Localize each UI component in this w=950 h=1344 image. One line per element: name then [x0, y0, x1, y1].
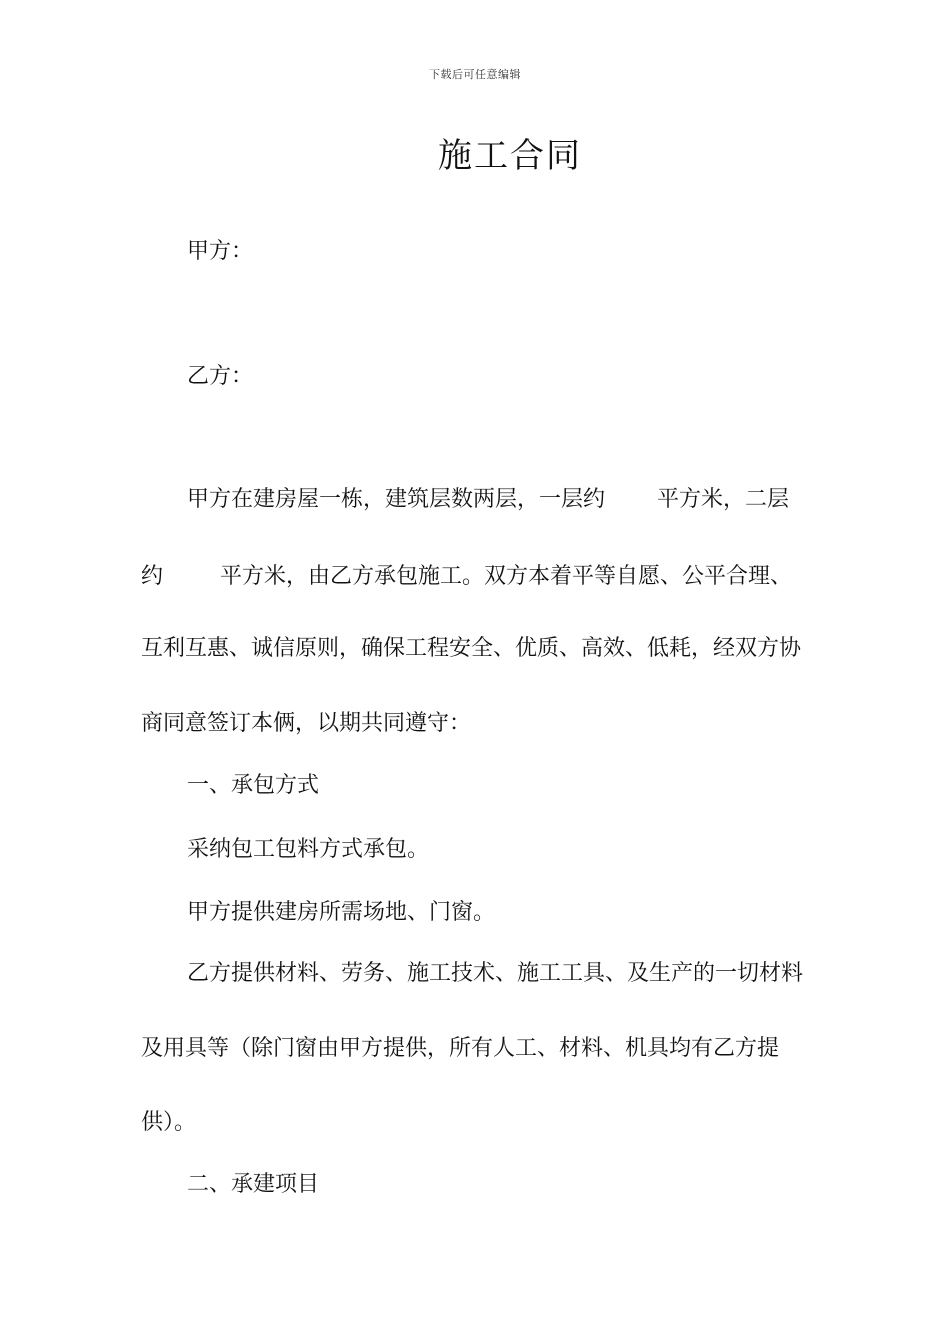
intro-line-1-part-1: 甲方在建房屋一栋，建筑层数两层，一层约: [187, 487, 606, 512]
intro-line-1: [187, 485, 789, 515]
intro-line-2-part-2: 平方米，由乙方承包施工。双方本着平等自愿、公平合理、: [220, 564, 793, 589]
intro-line-2-part-1: 约: [141, 564, 164, 589]
section-1-paragraph-2: 甲方提供建房所需场地、门窗。: [187, 900, 496, 925]
section-1-paragraph-3-line-3: 供）。: [141, 1110, 197, 1135]
section-1-paragraph-3-line-2: 及用具等（除门窗由甲方提供，所有人工、材料、机具均有乙方提: [141, 1036, 780, 1061]
section-1-paragraph-3-line-1: 乙方提供材料、劳务、施工技术、施工工具、及生产的一切材料: [187, 961, 804, 986]
section-1-paragraph-1: 采纳包工包料方式承包。: [187, 837, 430, 862]
header-note: 下载后可任意编辑: [429, 68, 521, 81]
intro-line-3: 互利互惠、诚信原则，确保工程安全、优质、高效、低耗，经双方协: [141, 636, 802, 661]
party-b-label: 乙方：: [187, 364, 254, 389]
document-title: 施工合同: [438, 136, 582, 176]
section-1-heading: 一、承包方式: [187, 773, 320, 798]
intro-line-4: 商同意签订本俩，以期共同遵守：: [141, 711, 472, 736]
section-2-heading: 二、承建项目: [187, 1172, 320, 1197]
intro-line-2: [141, 562, 792, 592]
intro-line-1-part-2: 平方米，二层: [657, 487, 790, 512]
party-a-label: 甲方：: [187, 239, 254, 264]
